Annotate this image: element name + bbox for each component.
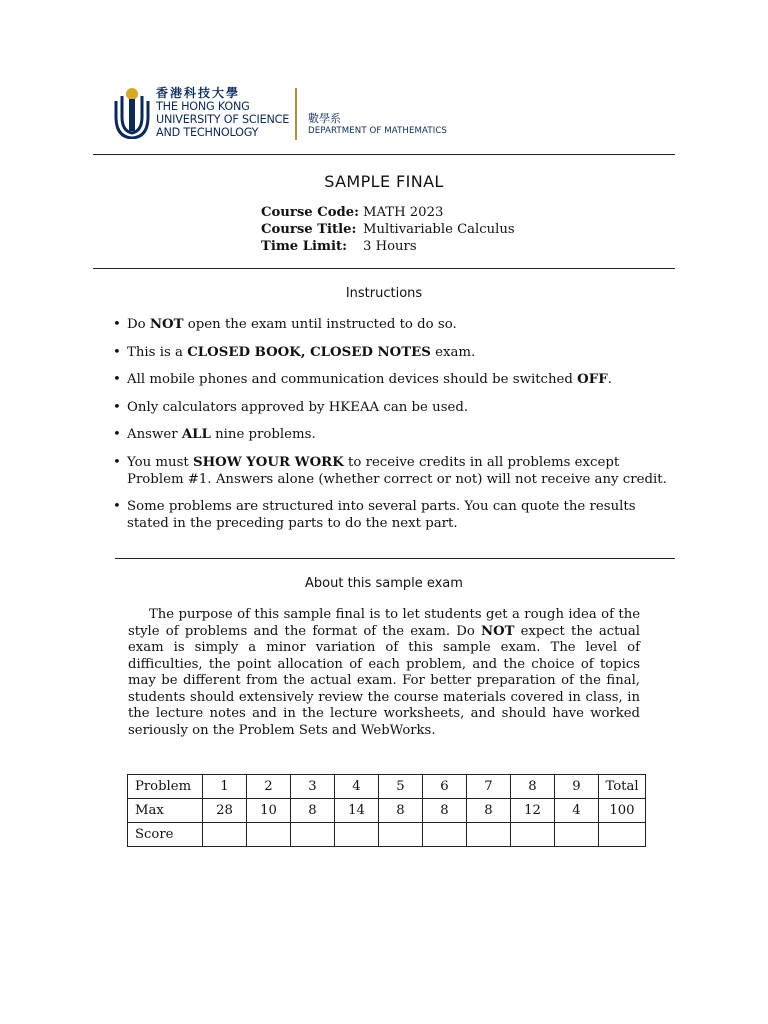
about-heading: About this sample exam (305, 576, 463, 591)
university-logo (114, 86, 474, 142)
table-cell[interactable] (599, 823, 646, 847)
university-name-line: AND TECHNOLOGY (156, 126, 259, 139)
course-info (261, 204, 515, 255)
bullet-icon: • (113, 454, 121, 470)
row-label-cell: Problem (128, 775, 203, 799)
table-cell: 7 (467, 775, 511, 799)
instruction-item (113, 454, 678, 488)
time-limit-row (261, 238, 515, 255)
score-row (128, 823, 646, 847)
course-code-row (261, 204, 515, 221)
logo-divider (295, 88, 297, 140)
table-cell: 4 (335, 775, 379, 799)
bullet-icon: • (113, 399, 121, 415)
instruction-item (113, 399, 678, 416)
table-cell: 8 (291, 799, 335, 823)
course-title-label: Course Title: (261, 222, 357, 237)
table-cell[interactable] (555, 823, 599, 847)
emphasis-text: ALL (181, 427, 211, 442)
table-cell: 3 (291, 775, 335, 799)
department-name-english: DEPARTMENT OF MATHEMATICS (308, 126, 447, 136)
bullet-icon: • (113, 372, 121, 387)
paragraph-text: The purpose of this sample final is to let students get a rough idea of the style of problems and the format of the exam. Do (128, 607, 640, 639)
table-cell[interactable] (335, 823, 379, 847)
paragraph-text: expect the actual exam is simply a minor variation of this sample exam. The level of difficulties, the point allocation of each problem, and the choice of topics may be different from the actual exam. For better preparation of the final, students should extensively review the course materials covered in class, in the lecture notes and in the lecture worksheets, and should have worked seriously on the Problem Sets and WebWorks. (128, 623, 640, 738)
emphasis-text: OFF (577, 372, 608, 387)
instructions-list (113, 316, 678, 543)
header-rule (93, 154, 675, 155)
instruction-text: open the exam until instructed to do so. (183, 317, 457, 332)
table-cell[interactable] (247, 823, 291, 847)
instruction-item (113, 498, 678, 532)
department-name-chinese: 數學系 (308, 112, 341, 125)
instruction-text: This is a (127, 344, 188, 360)
table-cell: 10 (247, 799, 291, 823)
instruction-text: All mobile phones and communication devices should be switched (127, 372, 578, 387)
course-title-value: Multivariable Calculus (363, 222, 515, 237)
about-paragraph (128, 607, 640, 739)
course-title-row (261, 221, 515, 238)
table-cell: 8 (423, 799, 467, 823)
course-code-label: Course Code: (261, 205, 360, 220)
instruction-item (113, 426, 678, 443)
table-cell: 8 (511, 775, 555, 799)
table-cell[interactable] (423, 823, 467, 847)
table-cell[interactable] (291, 823, 335, 847)
table-cell[interactable] (511, 823, 555, 847)
instruction-text: . (607, 372, 612, 387)
table-cell[interactable] (379, 823, 423, 847)
university-name-chinese: 香港科技大學 (156, 86, 241, 100)
instruction-text: Answer (127, 427, 182, 442)
emphasis-text: CLOSED BOOK, CLOSED NOTES (187, 344, 431, 360)
instructions-heading: Instructions (345, 286, 423, 301)
instruction-text: exam. (430, 344, 476, 360)
hkust-emblem-icon (114, 87, 150, 139)
bullet-icon: • (113, 499, 121, 514)
bullet-icon: • (113, 317, 121, 332)
time-limit-value: 3 Hours (363, 239, 417, 254)
instruction-text: Some problems are structured into several parts. You can quote the results stated in the preceding parts to do the next part. (127, 499, 636, 531)
instruction-text: nine problems. (210, 427, 316, 442)
university-name-line: THE HONG KONG (156, 100, 250, 113)
table-cell: 28 (203, 799, 247, 823)
university-name-english (156, 100, 296, 139)
course-rule (93, 268, 675, 269)
table-cell: 1 (203, 775, 247, 799)
row-label-cell: Score (128, 823, 203, 847)
table-cell: 5 (379, 775, 423, 799)
course-code-value: MATH 2023 (363, 205, 444, 220)
instruction-text: Do (127, 317, 150, 332)
table-cell: 100 (599, 799, 646, 823)
instruction-item (113, 371, 678, 388)
instruction-text: Only calculators approved by HKEAA can be used. (127, 399, 469, 415)
emphasis-text: SHOW YOUR WORK (192, 454, 344, 470)
emphasis-text: NOT (149, 317, 184, 332)
table-cell[interactable] (203, 823, 247, 847)
problem-row (128, 775, 646, 799)
instruction-text: You must (127, 454, 193, 470)
table-cell[interactable] (467, 823, 511, 847)
instruction-item (113, 344, 678, 361)
instruction-item (113, 316, 678, 333)
bullet-icon: • (113, 344, 121, 360)
table-cell: 8 (467, 799, 511, 823)
max-points-row (128, 799, 646, 823)
table-cell: 2 (247, 775, 291, 799)
time-limit-label: Time Limit: (261, 239, 347, 254)
row-label-cell: Max (128, 799, 203, 823)
emphasis-text: NOT (481, 623, 515, 639)
section-rule (115, 558, 675, 559)
table-cell: Total (599, 775, 646, 799)
instruction-text: to receive credits in all problems except Problem #1. Answers alone (whether correct or not) will not receive any credit. (127, 454, 667, 487)
score-table (127, 774, 646, 847)
table-cell: 6 (423, 775, 467, 799)
exam-title: SAMPLE FINAL (324, 172, 444, 191)
table-cell: 4 (555, 799, 599, 823)
table-cell: 12 (511, 799, 555, 823)
table-cell: 9 (555, 775, 599, 799)
table-cell: 8 (379, 799, 423, 823)
table-cell: 14 (335, 799, 379, 823)
bullet-icon: • (113, 427, 121, 442)
university-name-line: UNIVERSITY OF SCIENCE (156, 113, 290, 126)
